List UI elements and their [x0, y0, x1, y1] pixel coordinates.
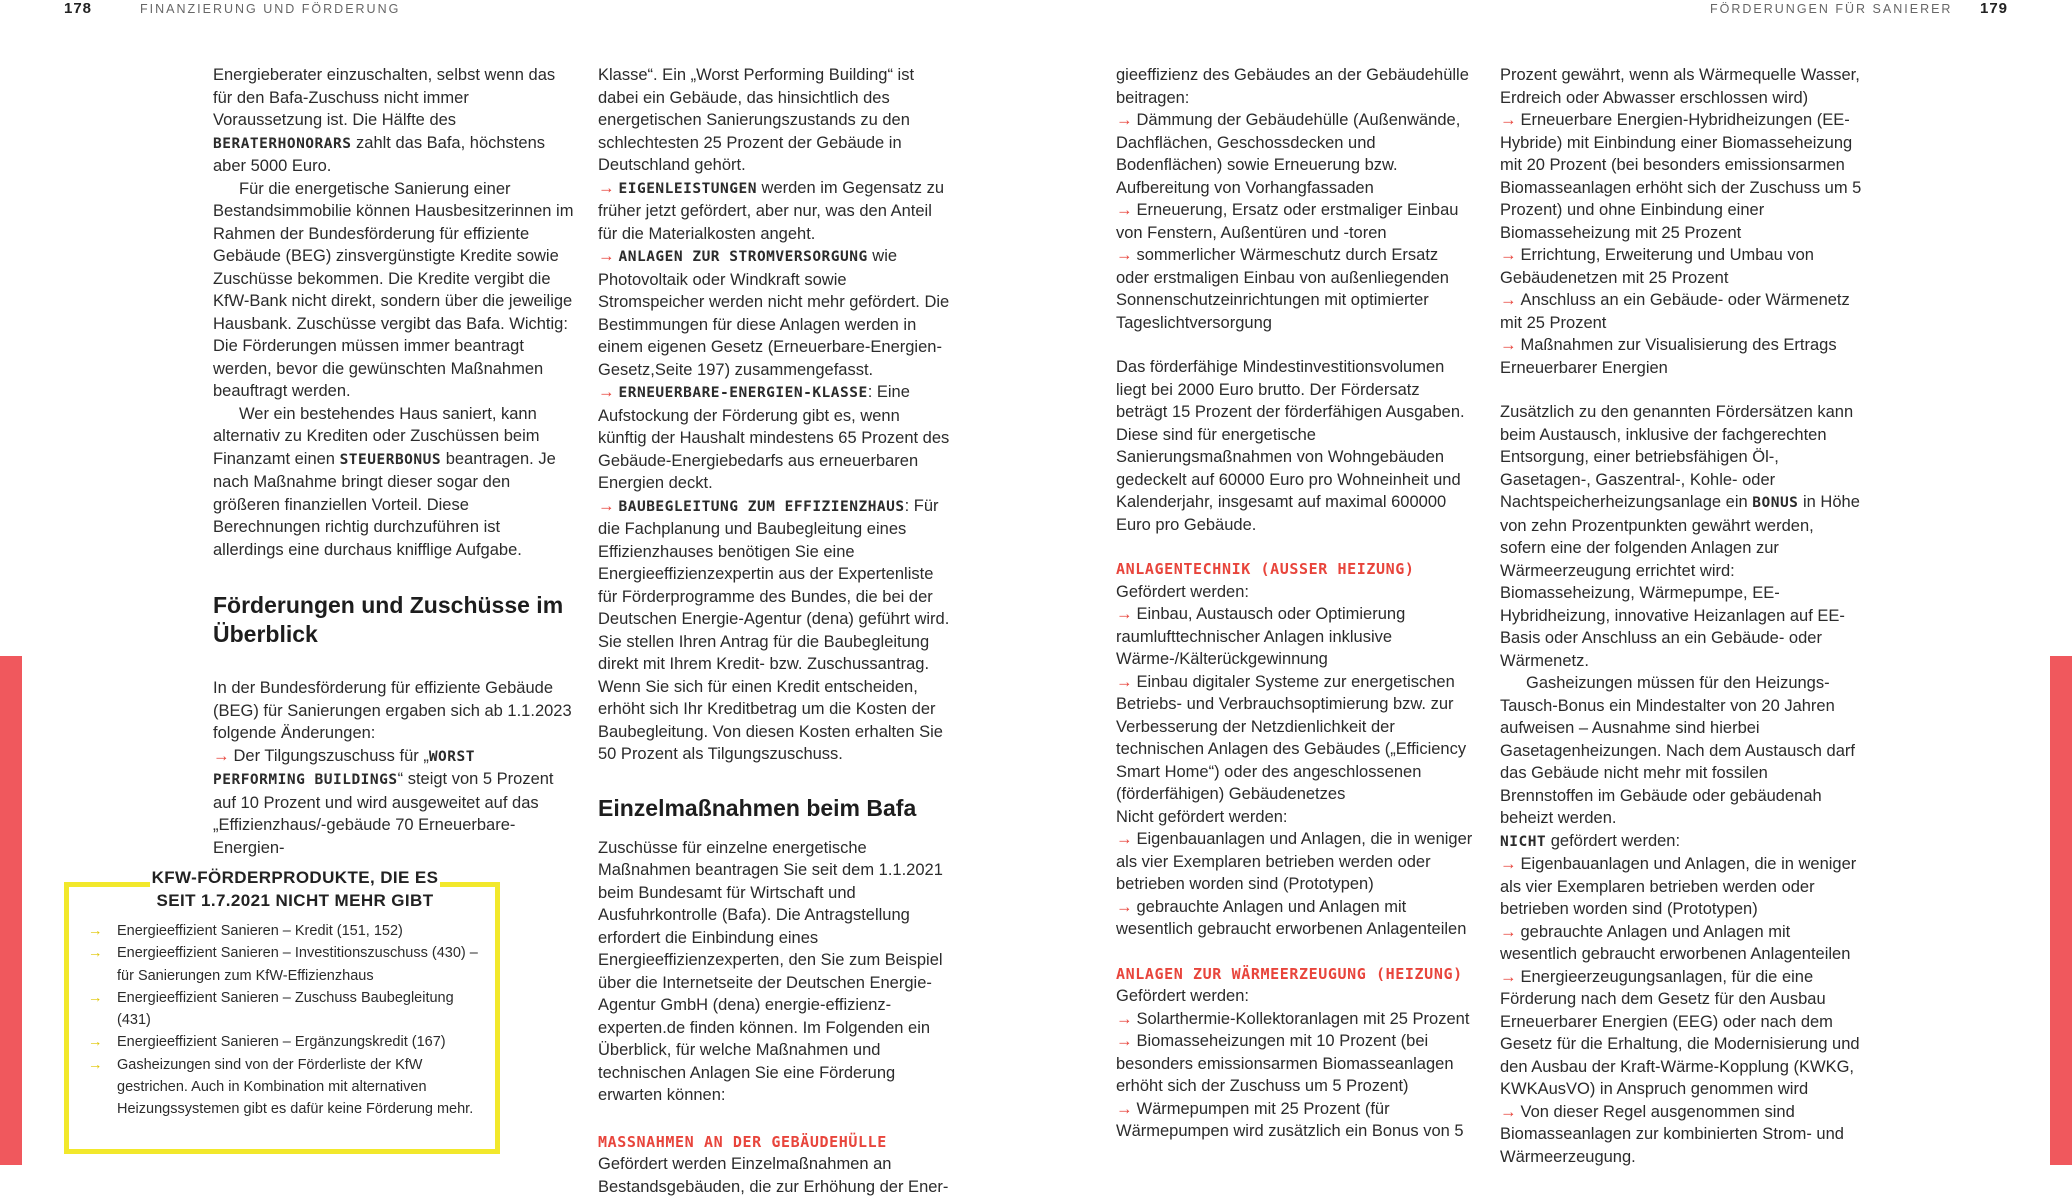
arrow-right-icon: → — [1500, 336, 1517, 354]
bullet-item: → Anschluss an ein Gebäude- oder Wärmenetz mit 25 Prozent — [1500, 291, 1850, 332]
arrow-right-icon: → — [1116, 1009, 1133, 1028]
bullet-item: → Errichtung, Erweiterung und Umbau von Gebäudenetzen mit 25 Prozent — [1500, 246, 1814, 287]
paragraph: Energieberater einzuschalten, selbst wenn das für den Bafa-Zuschuss nicht immer Voraussetzung ist. Die Hälfte des BERATERHONORARS zahlt das Bafa, höchstens aber 5000 Euro. — [213, 66, 556, 175]
kfw-list — [88, 920, 488, 1121]
keyword: NICHT — [1500, 833, 1547, 850]
right-running-head: FÖRDERUNGEN FÜR SANIERER — [1710, 2, 1953, 16]
keyword: ERNEUERBARE-ENERGIEN-KLASSE — [618, 385, 868, 401]
paragraph: gieeffizienz des Gebäudes an der Gebäudehülle beitragen: — [1116, 66, 1469, 107]
bullet-item: → BAUBEGLEITUNG ZUM EFFIZIENZHAUS: Für die Fachplanung und Baubegleitung eines Effizienzhauses benötigen Sie eine Energieeffizienzexpertin aus der Expertenliste für Förderprogramme des Bundes, die bei der Deutschen Energie-Agentur (dena) geführt wird. Sie stellen Ihren Antrag für die Baubegleitung direkt mit Ihrem Kredit- bzw. Zuschussantrag. Wenn Sie sich für einen Kredit entscheiden, erhöht sich Ihr Kreditbetrag um die Kosten der Baubegleitung. Von diesen Kosten erhalten Sie 50 Prozent als Tilgungszuschuss. — [598, 496, 950, 763]
paragraph: Klasse“. Ein „Worst Performing Building“ ist dabei ein Gebäude, das hinsichtlich des energetischen Sanierungszustands zu den schlechtesten 25 Prozent der Gebäude in Deutschland gehört. — [598, 66, 915, 174]
arrow-right-icon: → — [1116, 1032, 1133, 1050]
column-1 — [213, 64, 575, 859]
bullet-item: → Erneuerbare Energien-Hybridheizungen (EE-Hybride) mit Einbindung einer Biomasseheizung mit 20 Prozent (bei besonders emissionsarmen Biomasseanlagen erhöht sich der Zuschuss um 5 Prozent) und ohne Einbindung einer Biomasseheizung mit 25 Prozent — [1500, 111, 1862, 242]
bullet-item: → Biomasseheizungen mit 10 Prozent (bei besonders emissionsarmen Biomasseanlagen erhöht sich der Zuschuss um 5 Prozent) — [1116, 1032, 1454, 1095]
list-item: → Energieeffizient Sanieren – Investitionszuschuss (430) – für Sanierungen zum KfW-Effizienzhaus — [88, 942, 488, 987]
column-4 — [1500, 64, 1862, 1168]
bullet-item: → Von dieser Regel ausgenommen sind Biomasseanlagen zur kombinierten Strom- und Wärmeerzeugung. — [1500, 1102, 1844, 1166]
bullet-item: → gebrauchte Anlagen und Anlagen mit wesentlich gebraucht erworbenen Anlagenteilen — [1116, 897, 1467, 938]
arrow-right-icon: → — [88, 923, 103, 939]
bullet-item: → ERNEUERBARE-ENERGIEN-KLASSE: Eine Aufstockung der Förderung gibt es, wenn künftig der Haushalt mindestens 65 Prozent des Gebäude-Energiebedarfs aus erneuerbaren Energien deckt. — [598, 383, 950, 492]
section-heading: Einzelmaßnahmen beim Bafa — [598, 794, 917, 821]
bullet-item: → sommerlicher Wärmeschutz durch Ersatz oder erstmaligen Einbau von außenliegenden Sonnenschutzeinrichtungen mit optimierter Tageslichtversorgung — [1116, 246, 1449, 332]
bullet-item: → EIGENLEISTUNGEN werden im Gegensatz zu früher jetzt gefördert, aber nur, was den Anteil für die Materialkosten angeht. — [598, 178, 945, 243]
paragraph: Gefördert werden: — [1116, 582, 1249, 601]
arrow-right-icon: → — [598, 178, 615, 197]
keyword: BAUBEGLEITUNG ZUM EFFIZIENZHAUS — [618, 498, 905, 515]
arrow-right-icon: → — [1116, 830, 1133, 848]
arrow-right-icon: → — [88, 1056, 103, 1073]
left-running-head: FINANZIERUNG UND FÖRDERUNG — [140, 2, 401, 16]
bullet-item: → Erneuerung, Ersatz oder erstmaliger Einbau von Fenstern, Außentüren und -toren — [1116, 201, 1459, 242]
paragraph: Gefördert werden: — [1116, 987, 1249, 1005]
column-2 — [598, 64, 950, 1198]
arrow-right-icon: → — [1116, 1099, 1133, 1118]
subheading: ANLAGENTECHNIK (AUSSER HEIZUNG) — [1116, 560, 1415, 578]
arrow-right-icon: → — [598, 383, 615, 401]
paragraph: Nicht gefördert werden: — [1116, 807, 1288, 826]
bullet-item: → ANLAGEN ZUR STROMVERSORGUNG wie Photovoltaik oder Windkraft sowie Stromspeicher werden nicht mehr gefördert. Die Bestimmungen für diese Anlagen werden in einem eigenen Gesetz (Erneuerbare-Energien-Gesetz,Seite 197) zusammengefasst. — [598, 247, 950, 379]
arrow-right-icon: → — [1500, 855, 1517, 873]
arrow-right-icon: → — [598, 496, 615, 515]
paragraph: In der Bundesförderung für effiziente Gebäude (BEG) für Sanierungen ergaben sich ab 1.1.2023 folgende Änderungen: — [213, 679, 572, 742]
arrow-right-icon: → — [1116, 605, 1133, 623]
bullet-item: → Solarthermie-Kollektoranlagen mit 25 Prozent — [1116, 1009, 1470, 1028]
arrow-right-icon: → — [213, 746, 230, 765]
list-item: → Gasheizungen sind von der Förderliste der KfW gestrichen. Auch in Kombination mit alternativen Heizungssystemen gibt es dafür keine Förderung mehr. — [88, 1054, 488, 1121]
column-3 — [1116, 64, 1474, 1143]
paragraph: Für die energetische Sanierung einer Bestandsimmobilie können Hausbesitzerinnen im Rahmen der Bundesförderung für effiziente Gebäude (BEG) zinsvergünstigte Kredite sowie Zuschüsse bekommen. Die Kredite vergibt die KfW-Bank nicht direkt, sondern über die jeweilige Hausbank. Zuschüsse vergibt das Bafa. Wichtig: Die Förderungen müssen immer beantragt werden, bevor die gewünschten Maßnahmen beauftragt werden. — [213, 179, 574, 400]
paragraph: Wer ein bestehendes Haus saniert, kann alternativ zu Krediten oder Zuschüssen beim Finanzamt einen STEUERBONUS beantragen. Je nach Maßnahme bringt dieser sogar den größeren finanziellen Vorteil. Diese Berechnungen richtig durchzuführen ist allerdings eine durchaus knifflige Aufgabe. — [213, 404, 556, 559]
arrow-right-icon: → — [1500, 967, 1517, 986]
arrow-right-icon: → — [1500, 922, 1517, 941]
arrow-right-icon: → — [88, 945, 103, 962]
bullet-item: → Der Tilgungszuschuss für „WORST PERFORMING BUILDINGS“ steigt von 5 Prozent auf 10 Prozent und wird ausgeweitet auf das „Effizienzhaus/-gebäude 70 Erneuerbare-Energien- — [213, 746, 554, 857]
keyword: ANLAGEN ZUR STROMVERSORGUNG — [618, 249, 868, 265]
left-page-number: 178 — [64, 0, 93, 17]
bullet-item: → Wärmepumpen mit 25 Prozent (für Wärmepumpen wird zusätzlich ein Bonus von 5 — [1116, 1099, 1464, 1140]
paragraph: Zusätzlich zu den genannten Fördersätzen kann beim Austausch, inklusive der fachgerechten Entsorgung, einer betriebsfähigen Öl-, Gasetagen-, Gaszentral-, Kohle- oder Nachtspeicherheizungsanlage ein BONUS in Höhe von zehn Prozentpunkten gewährt werden, sofern eine der folgenden Anlagen zur Wärmeerzeugung errichtet wird: Biomasseheizung, Wärmepumpe, EE-Hybridheizung, innovative Heizanlagen auf EE-Basis oder Anschluss an ein Gebäude- oder Wärmenetz. — [1500, 403, 1860, 670]
arrow-right-icon: → — [1500, 1102, 1517, 1121]
keyword: STEUERBONUS — [339, 451, 442, 468]
list-item: → Energieeffizient Sanieren – Zuschuss Baubegleitung (431) — [88, 987, 488, 1032]
paragraph: Gefördert werden Einzelmaßnahmen an Bestandsgebäuden, die zur Erhöhung der Ener- — [598, 1155, 949, 1196]
list-item: → Energieeffizient Sanieren – Kredit (151, 152) — [88, 920, 488, 942]
keyword: BERATERHONORARS — [213, 135, 352, 152]
subheading: ANLAGEN ZUR WÄRMEERZEUGUNG (HEIZUNG) — [1116, 964, 1463, 983]
keyword: BONUS — [1752, 495, 1799, 511]
keyword: EIGENLEISTUNGEN — [618, 180, 757, 197]
arrow-right-icon: → — [88, 989, 103, 1006]
arrow-right-icon: → — [1116, 246, 1133, 264]
bullet-item: → gebrauchte Anlagen und Anlagen mit wesentlich gebraucht erworbenen Anlagenteilen — [1500, 922, 1851, 963]
bullet-item: → Einbau digitaler Systeme zur energetischen Betriebs- und Verbrauchsoptimierung bzw. zur Verbesserung der Netzdienlichkeit der technischen Anlagen des Gebäudes („Efficiency Smart Home“) oder des angeschlossenen (förderfähigen) Gebäudenetzes — [1116, 672, 1467, 803]
arrow-right-icon: → — [1500, 246, 1517, 264]
bullet-item: → Maßnahmen zur Visualisierung des Ertrags Erneuerbarer Energien — [1500, 336, 1837, 377]
bullet-item: → Eigenbauanlagen und Anlagen, die in weniger als vier Exemplaren betrieben werden oder betrieben worden sind (Prototypen) — [1500, 855, 1857, 918]
bullet-item: → Dämmung der Gebäudehülle (Außenwände, Dachflächen, Geschossdecken und Bodenflächen) sowie Erneuerung bzw. Aufbereitung von Vorhangfassaden — [1116, 111, 1461, 197]
paragraph: NICHT gefördert werden: — [1500, 831, 1681, 850]
paragraph: Prozent gewährt, wenn als Wärmequelle Wasser, Erdreich oder Abwasser erschlossen wird) — [1500, 66, 1860, 107]
arrow-right-icon: → — [88, 1034, 103, 1051]
arrow-right-icon: → — [1116, 897, 1133, 916]
bullet-item: → Einbau, Austausch oder Optimierung raumlufttechnischer Anlagen inklusive Wärme-/Kälterückgewinnung — [1116, 605, 1406, 668]
arrow-right-icon: → — [1116, 201, 1133, 219]
subheading: MASSNAHMEN AN DER GEBÄUDEHÜLLE — [598, 1132, 887, 1151]
arrow-right-icon: → — [1500, 291, 1517, 309]
keyword: WORST PERFORMING BUILDINGS — [213, 748, 475, 788]
arrow-right-icon: → — [1116, 111, 1133, 129]
arrow-right-icon: → — [1500, 111, 1517, 129]
right-page-number: 179 — [1980, 0, 2009, 17]
bullet-item: → Energieerzeugungsanlagen, für die eine Förderung nach dem Gesetz für den Ausbau Erneuerbarer Energien (EEG) oder nach dem Gesetz für die Erhaltung, die Modernisierung und den Ausbau der Kraft-Wärme-Kopplung (KWKG, KWKAusVO) in Anspruch genommen wird — [1500, 967, 1860, 1098]
paragraph: Gasheizungen müssen für den Heizungs-Tausch-Bonus ein Mindestalter von 20 Jahren aufweisen – Ausnahme sind hierbei Gasetagenheizungen. Nach dem Austausch darf das Gebäude nicht mehr mit fossilen Brennstoffen im Gebäude oder gebäudenah beheizt werden. — [1500, 674, 1855, 827]
paragraph: Zuschüsse für einzelne energetische Maßnahmen beantragen Sie seit dem 1.1.2021 beim Bundesamt für Wirtschaft und Ausfuhrkontrolle (Bafa). Die Antragstellung erfordert die Einbindung eines Energieeffizienzexperten, den Sie zum Beispiel über die Internetseite der Deutschen Energie-Agentur GmbH (dena) energie-effizienz-experten.de finden können. Im Folgenden ein Überblick, für welche Maßnahmen und technischen Anlagen Sie eine Förderung erwarten können: — [598, 838, 943, 1104]
arrow-right-icon: → — [598, 247, 615, 265]
section-heading: Förderungen und Zuschüsse im Überblick — [213, 592, 564, 647]
kfw-box-title: KFW-FÖRDERPRODUKTE, DIE ES SEIT 1.7.2021 NICHT MEHR GIBT — [151, 868, 439, 910]
bullet-item: → Eigenbauanlagen und Anlagen, die in weniger als vier Exemplaren betrieben werden oder betrieben worden sind (Prototypen) — [1116, 830, 1473, 893]
left-thumb-tab — [0, 656, 22, 1165]
arrow-right-icon: → — [1116, 672, 1133, 691]
list-item: → Energieeffizient Sanieren – Ergänzungskredit (167) — [88, 1031, 488, 1053]
right-thumb-tab — [2050, 656, 2072, 1165]
paragraph: Das förderfähige Mindestinvestitionsvolumen liegt bei 2000 Euro brutto. Der Fördersatz beträgt 15 Prozent der förderfähigen Ausgaben. Diese sind für energetische Sanierungsmaßnahmen von Wohngebäuden gedeckelt auf 60000 Euro pro Wohneinheit und Kalenderjahr, insgesamt auf maximal 600000 Euro pro Gebäude. — [1116, 358, 1465, 534]
